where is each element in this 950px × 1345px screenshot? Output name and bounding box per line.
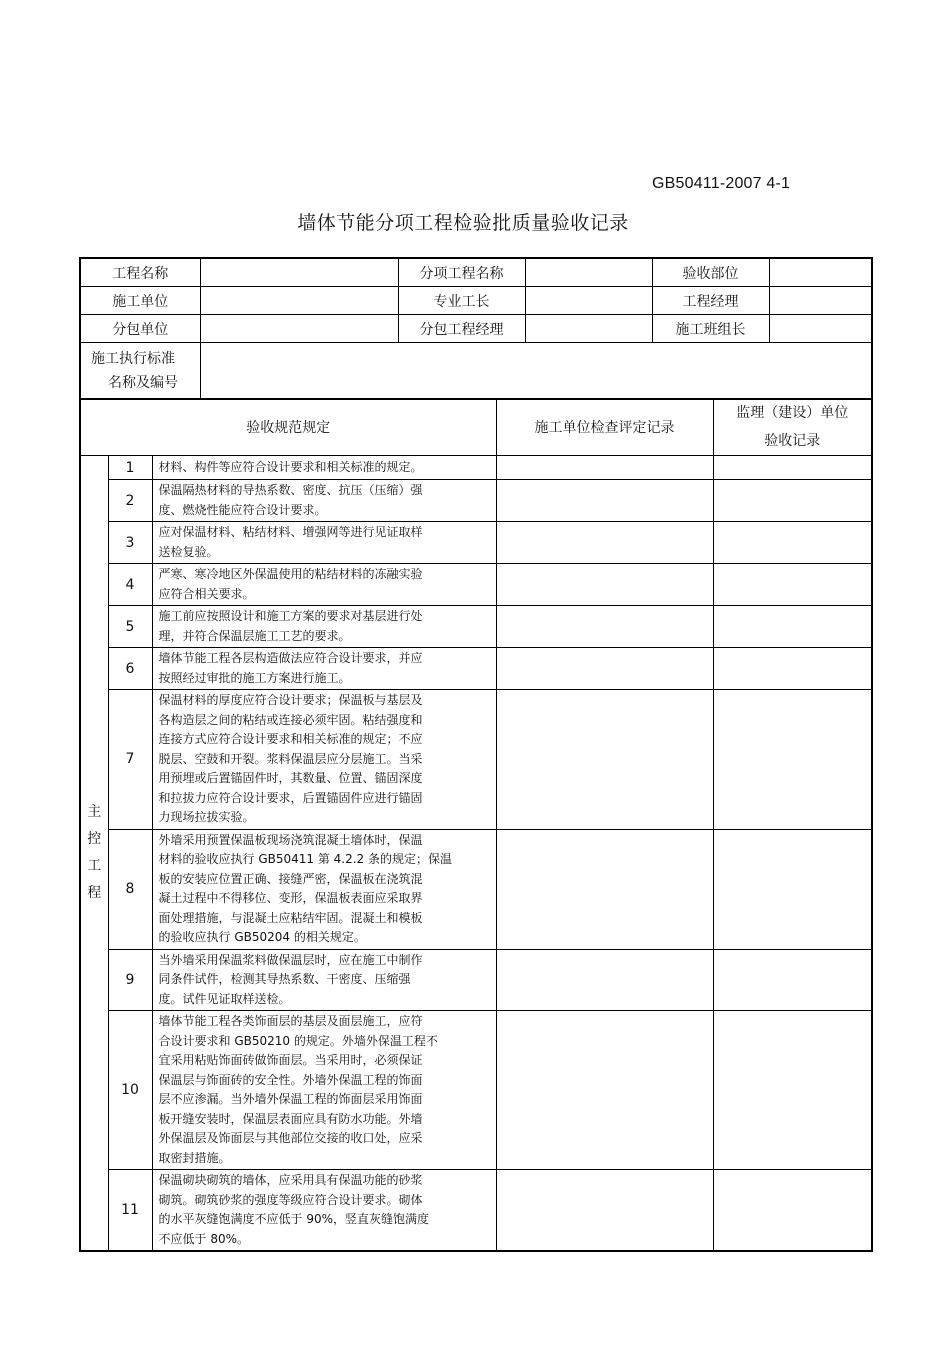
- item-description-line: 面处理措施，与混凝土应粘结牢固。混凝土和模板: [158, 910, 423, 925]
- item-number: 2: [108, 480, 152, 522]
- item-description-line: 脱层、空鼓和开裂。浆料保温层应分层施工。当采: [158, 751, 423, 766]
- table-row: [80, 829, 872, 949]
- item-number: 5: [108, 606, 152, 648]
- document-code: GB50411-2007 4-1: [652, 175, 791, 192]
- item-description-line: 保温砌块砌筑的墙体，应采用具有保温功能的砂浆: [158, 1173, 423, 1187]
- item-number: 3: [108, 522, 152, 564]
- table-row: [80, 606, 872, 648]
- item-description-line: 各构造层之间的粘结或连接必须牢固。粘结强度和: [158, 712, 423, 727]
- subcontractor-label: 分包单位: [80, 315, 200, 343]
- team-leader-label: 施工班组长: [652, 315, 769, 343]
- supervision-record-cell[interactable]: [713, 690, 872, 830]
- supervision-record-cell[interactable]: [713, 1170, 872, 1252]
- item-description-line: 严寒、寒冷地区外保温使用的粘结材料的冻融实验: [158, 567, 423, 581]
- project-name-value[interactable]: [200, 258, 398, 287]
- professional-foreman-label: 专业工长: [398, 287, 525, 315]
- table-row: [80, 949, 872, 1011]
- spec-header: 验收规范规定: [80, 399, 496, 456]
- professional-foreman-value[interactable]: [525, 287, 652, 315]
- item-description: [152, 606, 496, 648]
- standard-label-line2: 名称及编号: [108, 374, 178, 391]
- supervision-header-line1: 监理（建设）单位: [736, 405, 849, 421]
- item-description-line: 用预埋或后置锚固件时，其数量、位置、锚固深度: [158, 771, 423, 785]
- supervision-record-cell[interactable]: [713, 480, 872, 522]
- supervision-record-cell[interactable]: [713, 522, 872, 564]
- item-number: 10: [108, 1011, 152, 1170]
- item-description: [152, 648, 496, 690]
- acceptance-part-value[interactable]: [769, 258, 872, 287]
- item-number: 8: [108, 829, 152, 949]
- item-number: 7: [108, 690, 152, 830]
- table-row: [80, 456, 872, 480]
- item-number: 1: [108, 456, 152, 480]
- item-description: [152, 564, 496, 606]
- item-description: [152, 829, 496, 949]
- table-row: [80, 1170, 872, 1252]
- supervision-record-cell[interactable]: [713, 648, 872, 690]
- acceptance-part-label: 验收部位: [652, 258, 769, 287]
- item-description-line: 同条件试件，检测其导热系数、干密度、压缩强: [158, 972, 411, 986]
- standard-label: [80, 343, 200, 400]
- project-manager-value[interactable]: [769, 287, 872, 315]
- table-row: [80, 1011, 872, 1170]
- subcontractor-value[interactable]: [200, 315, 398, 343]
- item-description-line: 层不应渗漏。当外墙外保温工程的饰面层采用饰面: [158, 1092, 423, 1106]
- item-description-line: 应符合相关要求。: [158, 586, 255, 601]
- item-description: [152, 949, 496, 1011]
- item-description: [152, 1011, 496, 1170]
- item-description-line: 送检复验。: [158, 544, 219, 559]
- page-title: 墙体节能分项工程检验批质量验收记录: [297, 212, 629, 234]
- table-row: [80, 480, 872, 522]
- item-description-line: 凝土过程中不得移位、变形，保温板表面应采取界: [158, 891, 423, 905]
- construction-record-cell[interactable]: [496, 480, 713, 522]
- item-description-line: 墙体节能工程各类饰面层的基层及面层施工，应符: [158, 1014, 423, 1028]
- item-description-line: 按照经过审批的施工方案进行施工。: [158, 670, 351, 685]
- construction-record-cell[interactable]: [496, 456, 713, 480]
- subcontract-manager-label: 分包工程经理: [398, 315, 525, 343]
- subcontract-manager-value[interactable]: [525, 315, 652, 343]
- supervision-record-cell[interactable]: [713, 1011, 872, 1170]
- category-char: 主: [87, 804, 102, 820]
- table-row: [80, 690, 872, 830]
- item-description: [152, 690, 496, 830]
- item-description-line: 理，并符合保温层施工工艺的要求。: [158, 628, 351, 643]
- item-description-line: 板开缝安装时，保温层表面应具有防水功能。外墙: [158, 1111, 423, 1126]
- standard-label-line1: 施工执行标准: [91, 350, 175, 367]
- item-description-line: 连接方式应符合设计要求和相关标准的规定；不应: [158, 732, 423, 746]
- item-description-line: 保温材料的厚度应符合设计要求；保温板与基层及: [158, 693, 423, 707]
- table-row: [80, 564, 872, 606]
- construction-unit-value[interactable]: [200, 287, 398, 315]
- supervision-record-cell[interactable]: [713, 606, 872, 648]
- item-description-line: 墙体节能工程各层构造做法应符合设计要求，并应: [158, 651, 423, 665]
- item-description-line: 外墙采用预置保温板现场浇筑混凝土墙体时，保温: [158, 832, 423, 847]
- item-description-line: 施工前应按照设计和施工方案的要求对基层进行处: [158, 609, 423, 623]
- item-number: 6: [108, 648, 152, 690]
- acceptance-items-table: [79, 398, 873, 1252]
- project-info-table: [79, 257, 873, 400]
- category-char: 工: [87, 858, 102, 874]
- item-description-line: 宜采用粘贴饰面砖做饰面层。当采用时，必须保证: [158, 1053, 423, 1067]
- item-description: [152, 456, 496, 480]
- supervision-header: [713, 399, 872, 456]
- category-char: 程: [87, 885, 102, 901]
- construction-record-cell[interactable]: [496, 690, 713, 830]
- item-description-line: 应对保温材料、粘结材料、增强网等进行见证取样: [158, 525, 423, 539]
- item-description-line: 外保温层及饰面层与其他部位交接的收口处，应采: [158, 1131, 423, 1145]
- item-description: [152, 480, 496, 522]
- item-description-line: 合设计要求和 GB50210 的规定。外墙外保温工程不: [158, 1033, 438, 1048]
- item-description-line: 板的安装应位置正确、接缝严密，保温板在浇筑混: [158, 871, 423, 886]
- construction-record-cell[interactable]: [496, 949, 713, 1011]
- item-description-line: 材料、构件等应符合设计要求和相关标准的规定。: [158, 459, 423, 474]
- construction-record-cell[interactable]: [496, 829, 713, 949]
- standard-value[interactable]: [200, 343, 872, 400]
- table-row: [80, 522, 872, 564]
- item-number: 9: [108, 949, 152, 1011]
- team-leader-value[interactable]: [769, 315, 872, 343]
- supervision-record-cell[interactable]: [713, 949, 872, 1011]
- construction-record-cell[interactable]: [496, 522, 713, 564]
- item-description-line: 度、燃烧性能应符合设计要求。: [158, 502, 327, 517]
- item-description-line: 不应低于 80%。: [158, 1231, 249, 1246]
- supervision-record-cell[interactable]: [713, 829, 872, 949]
- construction-record-header: 施工单位检查评定记录: [496, 399, 713, 456]
- construction-record-cell[interactable]: [496, 606, 713, 648]
- item-rows: [80, 456, 872, 1252]
- construction-unit-label: 施工单位: [80, 287, 200, 315]
- item-description-line: 保温层与饰面砖的安全性。外墙外保温工程的饰面: [158, 1072, 423, 1087]
- construction-record-cell[interactable]: [496, 1170, 713, 1252]
- item-description-line: 和拉拔力应符合设计要求，后置锚固件应进行锚固: [158, 790, 423, 805]
- construction-record-cell[interactable]: [496, 648, 713, 690]
- item-description-line: 度。试件见证取样送检。: [158, 991, 291, 1006]
- item-description-line: 材料的验收应执行 GB50411 第 4.2.2 条的规定；保温: [158, 852, 452, 866]
- sub-project-name-label: 分项工程名称: [398, 258, 525, 287]
- item-description-line: 砌筑。砌筑砂浆的强度等级应符合设计要求。砌体: [158, 1192, 423, 1207]
- item-description: [152, 1170, 496, 1252]
- project-manager-label: 工程经理: [652, 287, 769, 315]
- item-number: 4: [108, 564, 152, 606]
- item-description: [152, 522, 496, 564]
- item-description-line: 的验收应执行 GB50204 的相关规定。: [158, 930, 366, 944]
- supervision-header-line2: 验收记录: [764, 433, 821, 449]
- sub-project-name-value[interactable]: [525, 258, 652, 287]
- construction-record-cell[interactable]: [496, 1011, 713, 1170]
- construction-record-cell[interactable]: [496, 564, 713, 606]
- item-description-line: 力现场拉拔实验。: [158, 810, 255, 824]
- item-description-line: 保温隔热材料的导热系数、密度、抗压（压缩）强: [158, 483, 423, 497]
- item-description-line: 取密封措施。: [158, 1150, 231, 1165]
- supervision-record-cell[interactable]: [713, 564, 872, 606]
- item-description-line: 的水平灰缝饱满度不应低于 90%，竖直灰缝饱满度: [158, 1212, 429, 1226]
- supervision-record-cell[interactable]: [713, 456, 872, 480]
- item-number: 11: [108, 1170, 152, 1252]
- category-cell: [80, 456, 108, 1252]
- table-row: [80, 648, 872, 690]
- project-name-label: 工程名称: [80, 258, 200, 287]
- category-char: 控: [87, 831, 102, 847]
- item-description-line: 当外墙采用保温浆料做保温层时，应在施工中制作: [158, 952, 423, 967]
